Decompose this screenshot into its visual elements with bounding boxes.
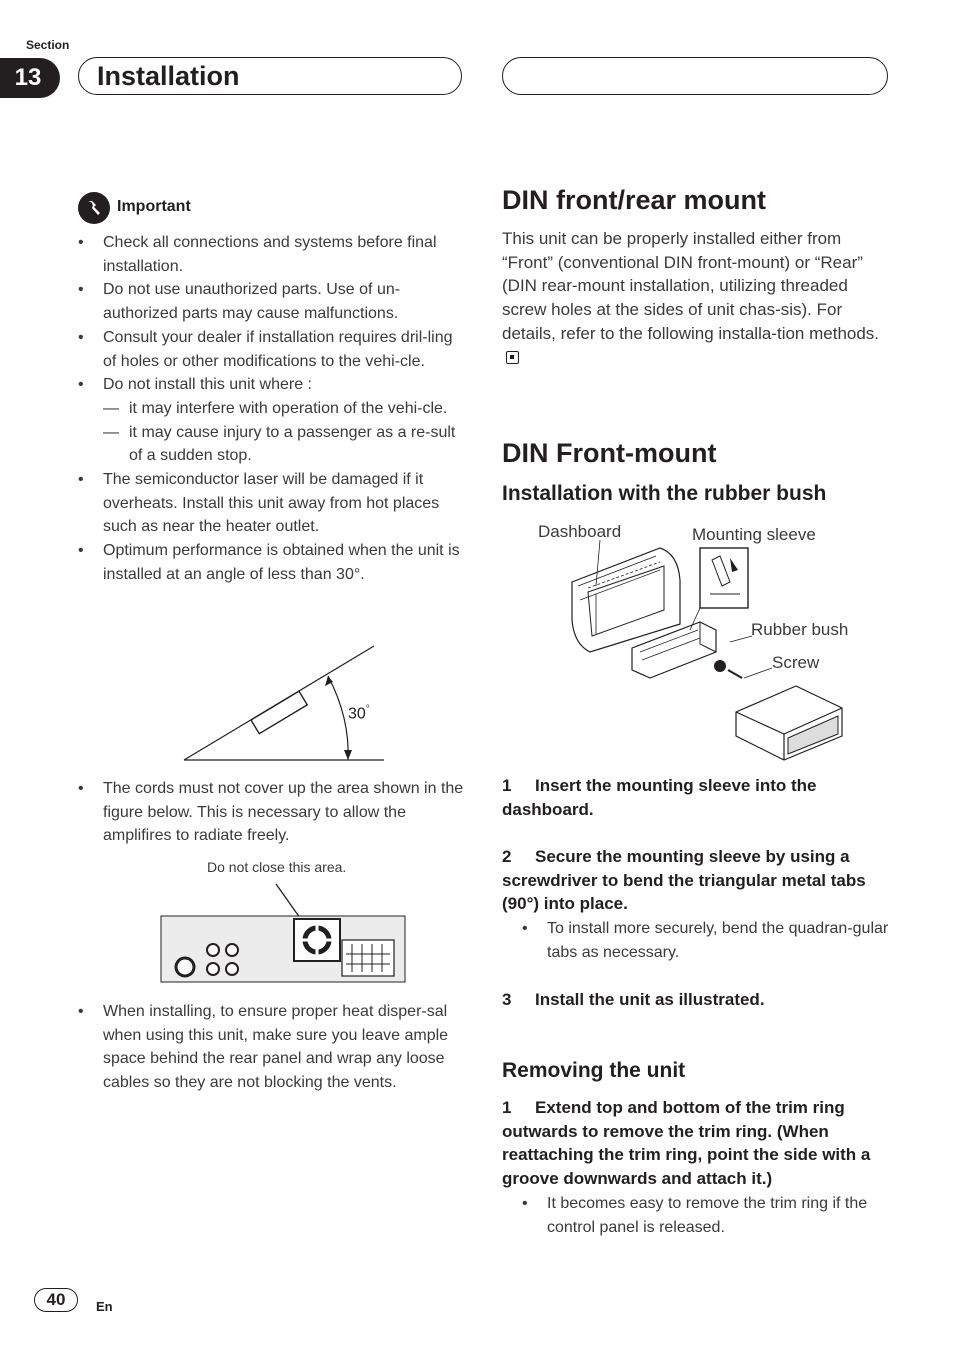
list-item: • When installing, to ensure proper heat disper-sal when using this unit, make sure you leave ample space behind the rear panel and wrap any loose cables so they are not blocking the vents. bbox=[78, 1000, 470, 1095]
bush-label: Rubber bush bbox=[751, 620, 849, 639]
screw-label: Screw bbox=[772, 653, 820, 672]
list-item: • The cords must not cover up the area shown in the figure below. This is necessary to allow the amplifires to radiate freely. bbox=[78, 777, 470, 848]
list-item: • Consult your dealer if installation requires dril-ling of holes or other modifications to the vehi-cle. bbox=[78, 326, 470, 373]
sleeve-label: Mounting sleeve bbox=[692, 525, 816, 544]
important-label: Important bbox=[117, 198, 191, 215]
page-title: Installation bbox=[78, 57, 462, 95]
language-code: En bbox=[96, 1299, 113, 1314]
step-1: 1 Insert the mounting sleeve into the dashboard. bbox=[502, 776, 817, 819]
list-item: • Do not use unauthorized parts. Use of un-authorized parts may cause malfunctions. bbox=[78, 278, 470, 325]
wrench-icon bbox=[78, 192, 110, 224]
dashboard-label: Dashboard bbox=[538, 522, 622, 541]
list-item: • Do not install this unit where : bbox=[78, 373, 470, 397]
step-2-note: • To install more securely, bend the quadran-gular tabs as necessary. bbox=[522, 917, 892, 964]
angle-label: 30° bbox=[348, 704, 370, 723]
list-item: • The semiconductor laser will be damaged if it overheats. Install this unit away from hot places such as near the heater outlet. bbox=[78, 468, 470, 539]
removing-heading: Removing the unit bbox=[502, 1059, 686, 1082]
rubber-bush-subheading: Installation with the rubber bush bbox=[502, 482, 827, 505]
rear-panel-diagram bbox=[160, 880, 410, 986]
heat-list bbox=[78, 1000, 470, 1095]
step-2: 2 Secure the mounting sleeve by using a screwdriver to bend the triangular metal tabs (90°) into place. bbox=[502, 847, 866, 914]
sub-list-item: — it may cause injury to a passenger as a re-sult of a sudden stop. bbox=[78, 421, 470, 468]
section-number: 13 bbox=[0, 58, 60, 98]
step-3: 3 Install the unit as illustrated. bbox=[502, 990, 765, 1009]
angle-diagram bbox=[178, 640, 388, 765]
list-item: • Optimum performance is obtained when the unit is installed at an angle of less than 30°. bbox=[78, 539, 470, 586]
section-label: Section bbox=[26, 38, 70, 52]
removing-note: • It becomes easy to remove the trim ring if the control panel is released. bbox=[522, 1192, 892, 1239]
installation-diagram bbox=[560, 540, 860, 765]
removing-step-1: 1 Extend top and bottom of the trim ring outwards to remove the trim ring. (When reattaching the trim ring, point the side with a groove downwards and attach it.) bbox=[502, 1098, 871, 1189]
front-mount-heading: DIN Front-mount bbox=[502, 438, 717, 468]
area-caption: Do not close this area. bbox=[207, 859, 347, 875]
page-number: 40 bbox=[34, 1288, 78, 1312]
end-mark-icon bbox=[506, 351, 519, 364]
important-list bbox=[78, 231, 470, 587]
cords-list bbox=[78, 777, 470, 848]
sub-list-item: — it may interfere with operation of the vehi-cle. bbox=[78, 397, 470, 421]
list-item: • Check all connections and systems before final installation. bbox=[78, 231, 470, 278]
header-blank-pill bbox=[502, 57, 888, 95]
din-mount-heading: DIN front/rear mount bbox=[502, 185, 767, 215]
din-mount-paragraph: This unit can be properly installed either from “Front” (conventional DIN front-mount) or “Rear” (DIN rear-mount installation, utilizing threaded screw holes at the sides of unit chas-sis). For details, refer to the following installa-tion methods. bbox=[502, 227, 890, 369]
